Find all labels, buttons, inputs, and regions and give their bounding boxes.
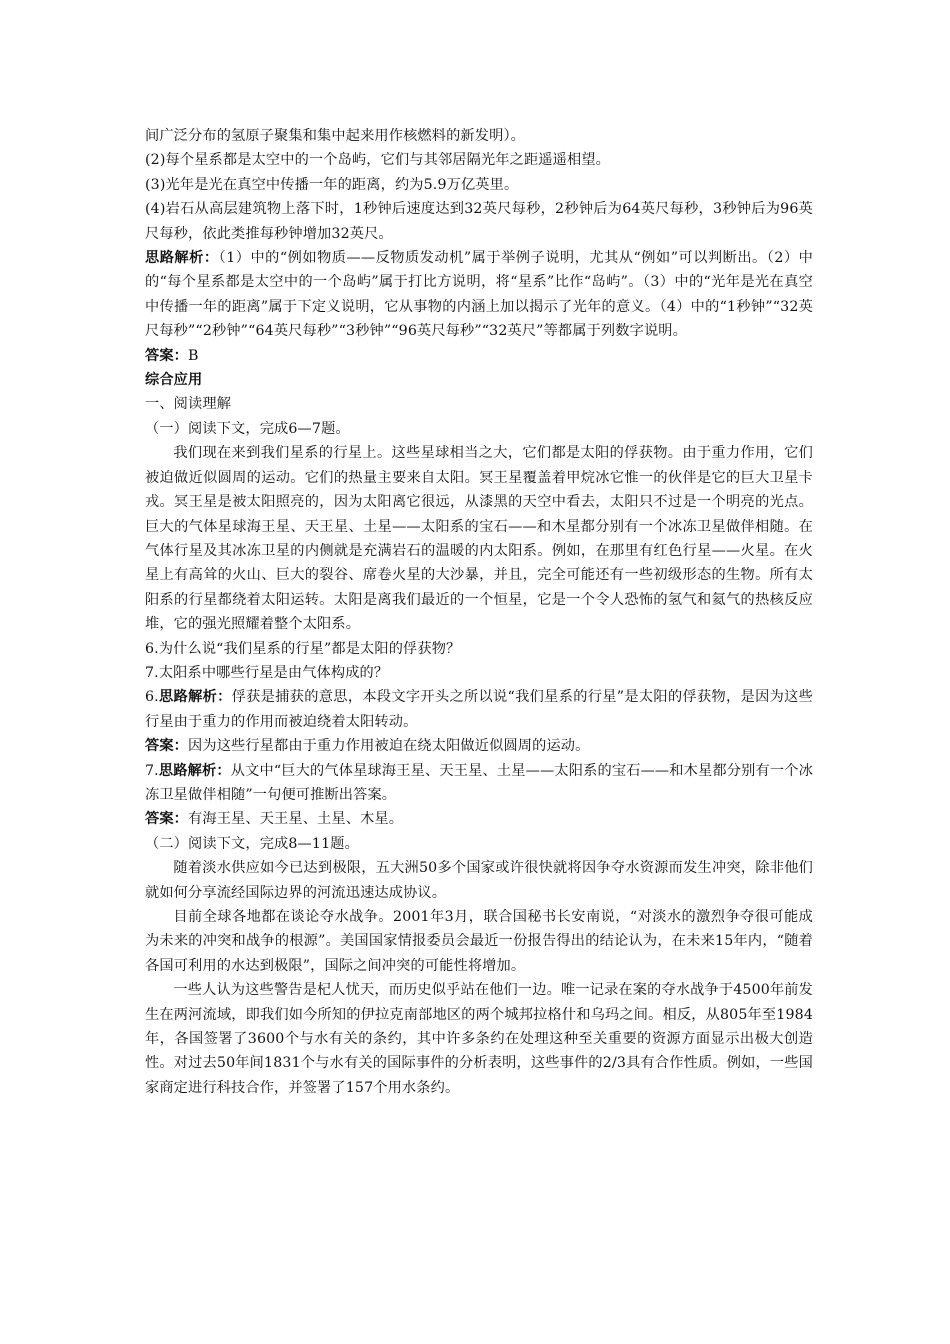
analysis-7-number: 7. [145,762,159,779]
analysis-6 [145,685,813,734]
analysis-label: 思路解析： [145,250,219,267]
part1-passage: 我们现在来到我们星系的行星上。这些星球相当之大，它们都是太阳的俘获物。由于重力作用，它们被迫做近似圆周的运动。它们的热量主要来自太阳。冥王星覆盖着甲烷冰它惟一的伙伴是它的巨大卫星卡戎。冥王星是被太阳照亮的，因为太阳离它很远，从漆黑的天空中看去，太阳只不过是一个明亮的光点。巨大的气体星球海王星、天王星、土星——太阳系的宝石——和木星都分别有一个冰冻卫星做伴相随。在气体行星及其冰冻卫星的内侧就是充满岩石的温暖的内太阳系。例如，在那里有红色行星——火星。在火星上有高耸的火山、巨大的裂谷、席卷火星的大沙暴，并且，完全可能还有一些初级形态的生物。所有太阳系的行星都绕着太阳运转。太阳是离我们最近的一个恒星，它是一个令人恐怖的氢气和氦气的热核反应堆，它的强光照耀着整个太阳系。 [145,445,813,633]
answer-7-text: 有海王星、天王星、土星、木星。 [188,811,404,828]
text-line: (4)岩石从高层建筑物上落下时，1秒钟后速度达到32英尺每秒，2秒钟后为64英尺每秒，3秒钟后为96英尺每秒，依此类推每秒钟增加32英尺。 [145,201,813,242]
answer-6 [145,734,813,758]
text-line: 间广泛分布的氢原子聚集和集中起来用作核燃料的新发明）。 [145,128,526,144]
answer-paragraph [145,344,813,368]
analysis-6-label: 思路解析： [158,689,232,706]
part2-paragraph-2: 目前全球各地都在谈论夺水战争。2001年3月，联合国秘书长安南说，“对淡水的激烈争夺很可能成为未来的冲突和战争的根源”。美国国家情报委员会最近一份报告得出的结论认为，在未来15年内，“随着各国可利用的水达到极限”，国际之间冲突的可能性将增加。 [145,909,813,974]
question-7: 7.太阳系中哪些行星是由气体构成的？ [145,664,389,681]
section-title: 综合应用 [145,372,203,389]
document-body [145,124,813,1100]
analysis-6-number: 6. [145,689,159,706]
question-6: 6.为什么说“我们星系的行星”都是太阳的俘获物？ [145,640,461,657]
answer-text: B [188,347,199,364]
analysis-text: （1）中的“例如物质——反物质发动机”属于举例子说明，尤其从“例如”可以判断出。（2）中的“每个星系都是太空中的一个岛屿”属于打比方说明，将“星系”比作“岛屿”。（3）中的“光年是光在真空中传播一年的距离”属于下定义说明，它从事物的内涵上加以揭示了光年的意义。（4）中的“1秒钟”“32英尺每秒”“2秒钟”“64英尺每秒”“3秒钟”“96英尺每秒”“32英尺”等都属于列数字说明。 [145,250,813,340]
part2-instruction: （二）阅读下文，完成8—11题。 [145,835,359,852]
answer-7-label: 答案： [145,811,189,828]
analysis-6-text: 俘获是捕获的意思，本段文字开头之所以说“我们星系的行星”是太阳的俘获物，是因为这些行星由于重力的作用而被迫绕着太阳转动。 [145,689,813,730]
answer-6-label: 答案： [145,738,189,755]
answer-7 [145,807,813,831]
part1-instruction: （一）阅读下文，完成6—7题。 [145,420,350,437]
text-line: (2)每个星系都是太空中的一个岛屿，它们与其邻居隔光年之距遥遥相望。 [145,152,611,169]
text-line: (3)光年是光在真空中传播一年的距离，约为5.9万亿英里。 [145,176,519,193]
analysis-7-text: 从文中“巨大的气体星球海王星、天王星、土星——太阳系的宝石——和木星都分别有一个冰冻卫星做伴相随”一句便可推断出答案。 [145,762,813,803]
answer-label: 答案： [145,347,189,364]
analysis-7-label: 思路解析： [158,762,231,779]
answer-6-text: 因为这些行星都由于重力作用被迫在绕太阳做近似圆周的运动。 [188,738,590,755]
analysis-paragraph [145,246,813,344]
analysis-7 [145,759,813,808]
part2-paragraph-1: 随着淡水供应如今已达到极限，五大洲50多个国家或许很快就将因争夺水资源而发生冲突，除非他们就如何分享流经国际边界的河流迅速达成协议。 [145,860,813,901]
subsection-title: 一、阅读理解 [145,396,232,413]
part2-paragraph-3: 一些人认为这些警告是杞人忧天，而历史似乎站在他们一边。唯一记录在案的夺水战争于4500年前发生在两河流域，即我们如今所知的伊拉克南部地区的两个城邦拉格什和乌玛之间。相反，从805年至1984年，各国签署了3600个与水有关的条约，其中许多条约在处理这种至关重要的资源方面显示出极大创造性。对过去50年间1831个与水有关的国际事件的分析表明，这些事件的2/3具有合作性质。例如，一些国家商定进行科技合作，并签署了157个用水条约。 [145,982,813,1096]
